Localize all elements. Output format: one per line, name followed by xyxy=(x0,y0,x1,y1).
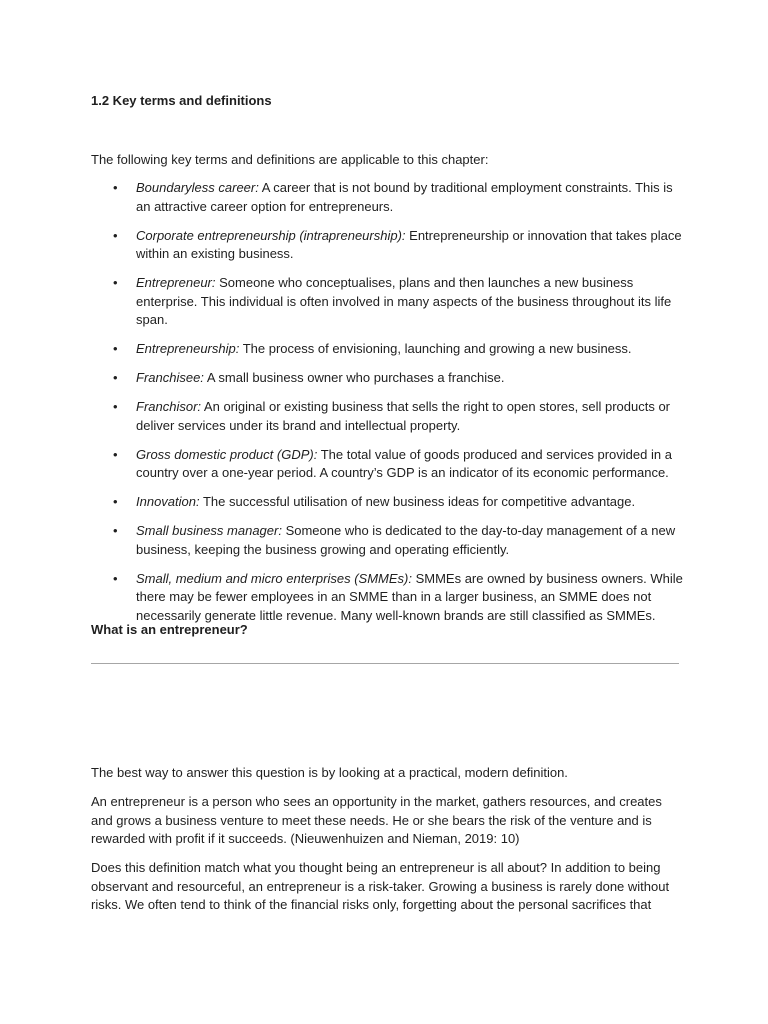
term-definition: The successful utilisation of new business ideas for competitive advantage. xyxy=(199,494,636,509)
paragraph: The best way to answer this question is by looking at a practical, modern definition. xyxy=(91,765,568,780)
paragraph: Does this definition match what you thought being an entrepreneur is all about? In addition to being observant and resourceful, an entrepreneur is a risk-taker. Growing a business is rarely done without risks. We often tend to think of the financial risks only, forgetting about the personal sacrifices that xyxy=(91,860,670,912)
horizontal-divider xyxy=(91,663,679,664)
term-definition: Someone who is dedicated to the day-to-day management of a new business, keeping the business growing and operating efficiently. xyxy=(136,523,676,557)
list-item xyxy=(136,179,684,216)
question-heading: What is an entrepreneur? xyxy=(91,622,248,637)
term-label: Entrepreneurship: xyxy=(136,341,240,356)
term-label: Franchisee: xyxy=(136,370,204,385)
term-definition: Entrepreneurship or innovation that takes place within an existing business. xyxy=(136,227,682,261)
term-definition: A small business owner who purchases a franchise. xyxy=(203,370,505,385)
term-label: Boundaryless career: xyxy=(136,180,259,195)
term-label: Corporate entrepreneurship (intrapreneurship): xyxy=(136,227,406,243)
intro-text: The following key terms and definitions are applicable to this chapter: xyxy=(91,152,489,167)
term-label: Small business manager: xyxy=(136,523,282,538)
term-definition: The process of envisioning, launching and growing a new business. xyxy=(239,341,632,356)
term-label: Entrepreneur: xyxy=(136,275,216,290)
term-label: Innovation: xyxy=(136,494,200,509)
list-item xyxy=(136,274,684,330)
list-item xyxy=(136,398,684,435)
term-label: Small, medium and micro enterprises (SMMEs): xyxy=(136,570,412,586)
list-item xyxy=(136,227,684,264)
list-item xyxy=(136,493,684,512)
key-terms-list xyxy=(136,179,684,636)
term-definition: An original or existing business that sells the right to open stores, sell products or deliver services under its brand and intellectual property. xyxy=(136,399,671,433)
list-item xyxy=(136,446,684,483)
term-definition: Someone who conceptualises, plans and then launches a new business enterprise. This individual is often involved in many aspects of the business throughout its life span. xyxy=(136,275,672,327)
list-item xyxy=(136,340,684,359)
term-label: Gross domestic product (GDP): xyxy=(136,446,318,462)
term-definition: SMMEs are owned by business owners. While there may be fewer employees in an SMME than in a larger business, an SMME does not necessarily generate little revenue. Many well-known brands are still classified as SMMEs. xyxy=(136,570,683,623)
list-item xyxy=(136,570,684,626)
term-definition: The total value of goods produced and services provided in a country over a one-year period. A country’s GDP is an indicator of its economic performance. xyxy=(136,446,672,480)
term-definition: A career that is not bound by traditional employment constraints. This is an attractive career option for entrepreneurs. xyxy=(136,180,673,214)
list-item xyxy=(136,369,684,388)
paragraph: An entrepreneur is a person who sees an opportunity in the market, gathers resources, and creates and grows a business venture to meet these needs. He or she bears the risk of the venture and is rewarded with profit if it succeeds. (Nieuwenhuizen and Nieman, 2019: 10) xyxy=(91,794,662,846)
section-heading: 1.2 Key terms and definitions xyxy=(91,93,272,108)
body-text xyxy=(91,764,683,925)
list-item xyxy=(136,522,684,559)
term-label: Franchisor: xyxy=(136,399,202,414)
